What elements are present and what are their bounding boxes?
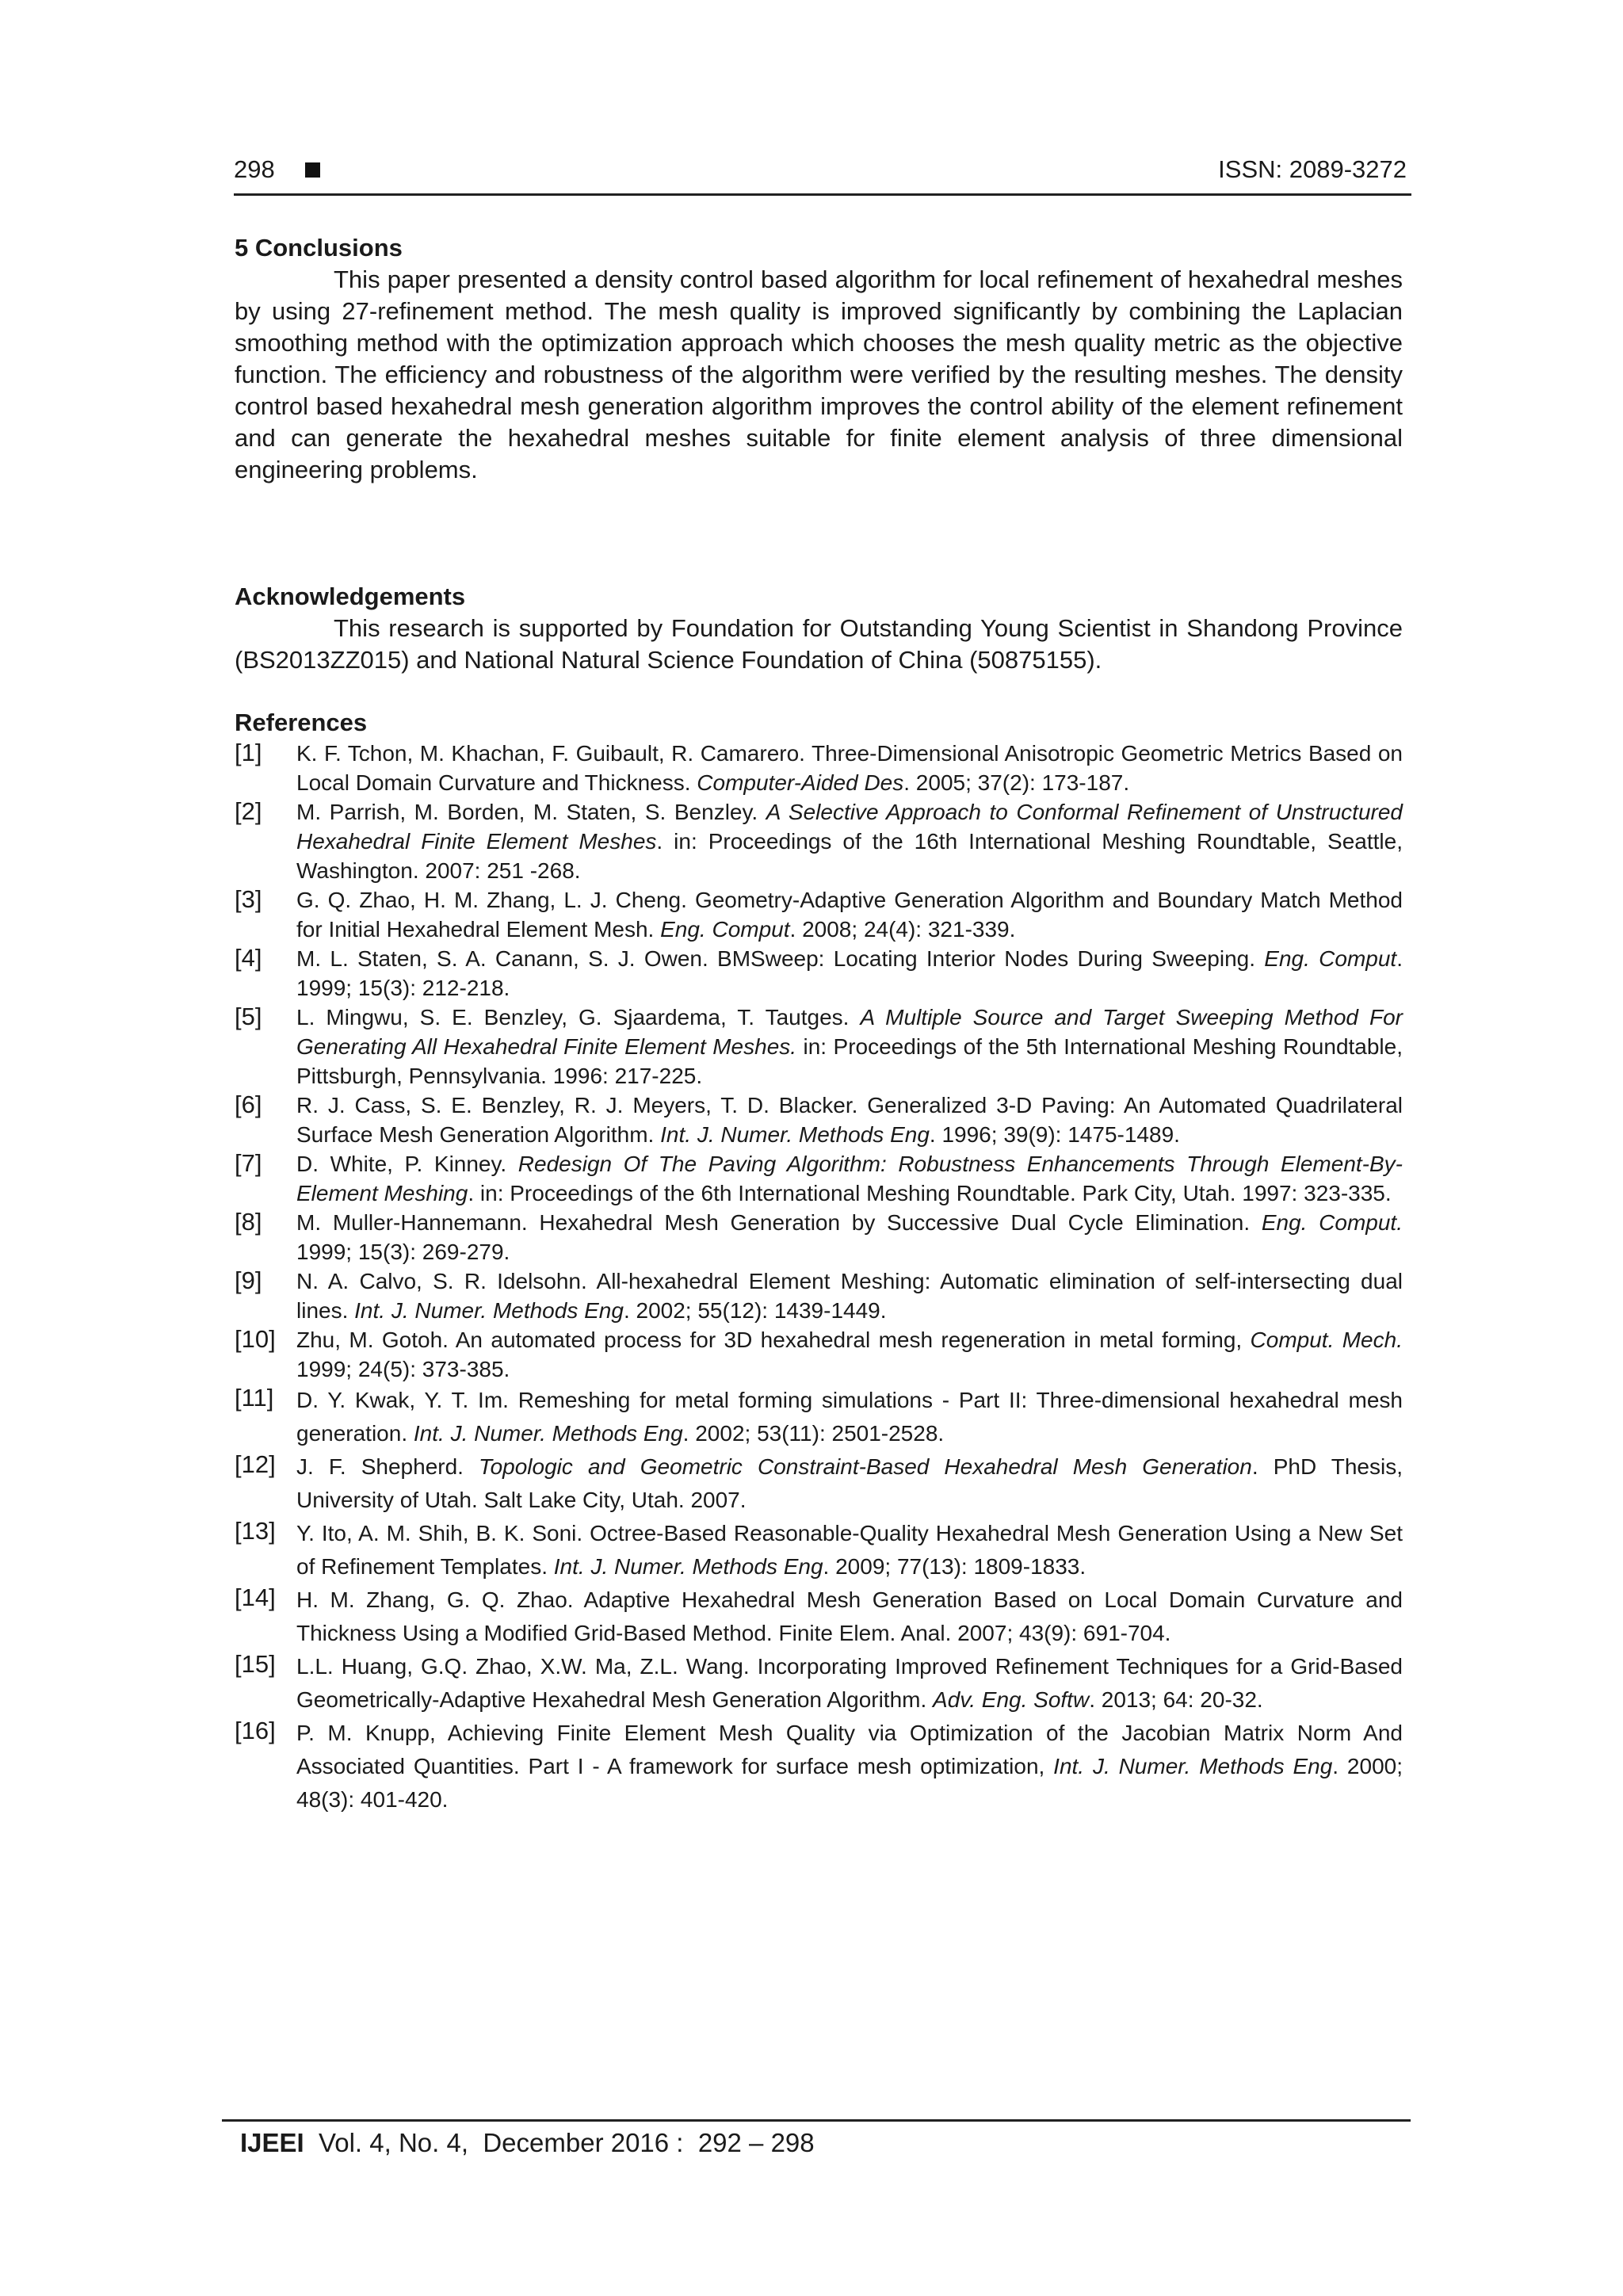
reference-item — [235, 1517, 1403, 1584]
reference-text-italic: Int. J. Numer. Methods Eng — [413, 1421, 683, 1446]
references-section — [235, 707, 1403, 1817]
reference-item — [235, 1584, 1403, 1650]
reference-text-tail: . 2000; 48(3): 401-420. — [296, 1754, 1403, 1812]
reference-text-main: M. L. Staten, S. A. Canann, S. J. Owen. BMSweep: Locating Interior Nodes During Sweeping. — [296, 946, 1265, 971]
reference-number: [14] — [235, 1584, 276, 1611]
reference-text — [296, 1091, 1403, 1149]
reference-text-italic: Comput. Mech. — [1250, 1328, 1403, 1352]
reference-number: [15] — [235, 1650, 276, 1678]
reference-text-tail: . 2005; 37(2): 173-187. — [903, 770, 1130, 795]
running-header — [234, 155, 1407, 195]
reference-text-italic: Eng. Comput. — [1261, 1210, 1403, 1235]
reference-number: [8] — [235, 1208, 262, 1236]
reference-text-main: K. F. Tchon, M. Khachan, F. Guibault, R. Camarero. Three-Dimensional Anisotropic Geometric Metrics Based on Local Domain Curvature and Thickness. — [296, 741, 1403, 795]
footer-divider — [222, 2119, 1411, 2122]
black-square-icon — [305, 162, 320, 178]
running-footer — [240, 2126, 815, 2160]
reference-text-tail: in: Proceedings of the 5th International Meshing Roundtable, Pittsburgh, Pennsylvania. 1996: 217-225. — [296, 1034, 1403, 1088]
reference-text-main: M. Parrish, M. Borden, M. Staten, S. Benzley. — [296, 800, 766, 824]
reference-text — [296, 1003, 1403, 1091]
reference-text-main: P. M. Knupp, Achieving Finite Element Mesh Quality via Optimization of the Jacobian Matrix Norm And Associated Quantities. Part I - A framework for surface mesh optimization, — [296, 1721, 1403, 1778]
reference-text-main: Zhu, M. Gotoh. An automated process for 3D hexahedral mesh regeneration in metal forming, — [296, 1328, 1251, 1352]
reference-item — [235, 797, 1403, 885]
conclusions-paragraph: This paper presented a density control based algorithm for local refinement of hexahedral meshes by using 27-refinement method. The mesh quality is improved significantly by combining the Laplacian smoothing method with the optimization approach which chooses the mesh quality metric as the objective function. The efficiency and robustness of the algorithm were verified by the resulting meshes. The density control based hexahedral mesh generation algorithm improves the control ability of the element refinement and can generate the hexahedral meshes suitable for finite element analysis of three dimensional engineering problems. — [235, 266, 1403, 483]
reference-text-tail: 1999; 15(3): 269-279. — [296, 1240, 510, 1264]
reference-number: [11] — [235, 1384, 274, 1412]
reference-number: [5] — [235, 1003, 262, 1030]
reference-text-main: M. Muller-Hannemann. Hexahedral Mesh Generation by Successive Dual Cycle Elimination. — [296, 1210, 1262, 1235]
reference-text — [296, 1149, 1403, 1208]
reference-item — [235, 1208, 1403, 1266]
reference-text-italic: Int. J. Numer. Methods Eng — [354, 1298, 624, 1323]
reference-number: [7] — [235, 1149, 262, 1177]
reference-text — [296, 1584, 1403, 1650]
header-divider — [234, 193, 1411, 196]
issue-citation: Vol. 4, No. 4, December 2016 : 292 – 298 — [304, 2128, 815, 2157]
reference-text — [296, 1650, 1403, 1717]
reference-item — [235, 885, 1403, 944]
reference-text-main: R. J. Cass, S. E. Benzley, R. J. Meyers, T. D. Blacker. Generalized 3-D Paving: An Automated Quadrilateral Surface Mesh Generation Algorithm. — [296, 1093, 1403, 1147]
reference-text-main: L. Mingwu, S. E. Benzley, G. Sjaardema, T. Tautges. — [296, 1005, 861, 1030]
reference-item — [235, 1003, 1403, 1091]
conclusions-heading: 5 Conclusions — [235, 234, 403, 262]
journal-name: IJEEI — [240, 2128, 304, 2157]
reference-text-tail: . 2013; 64: 20-32. — [1089, 1687, 1263, 1712]
reference-text-italic: A Selective Approach to Conformal Refinement of Unstructured Hexahedral Finite Element Meshes — [296, 800, 1403, 854]
reference-text — [296, 885, 1403, 944]
reference-number: [13] — [235, 1517, 276, 1545]
reference-text — [296, 944, 1403, 1003]
reference-text — [296, 1325, 1403, 1384]
reference-item — [235, 1091, 1403, 1149]
reference-number: [4] — [235, 944, 262, 972]
reference-text-tail: . 2009; 77(13): 1809-1833. — [823, 1554, 1086, 1579]
reference-text-main: D. White, P. Kinney. — [296, 1152, 518, 1176]
reference-text-tail: . 2002; 53(11): 2501-2528. — [682, 1421, 945, 1446]
reference-text — [296, 1208, 1403, 1266]
reference-text-tail: . in: Proceedings of the 6th International Meshing Roundtable. Park City, Utah. 1997: 323-335. — [468, 1181, 1392, 1205]
conclusions-section — [235, 232, 1403, 486]
reference-text-main: L.L. Huang, G.Q. Zhao, X.W. Ma, Z.L. Wang. Incorporating Improved Refinement Techniques for a Grid-Based Geometrically-Adaptive Hexahedral Mesh Generation Algorithm. — [296, 1654, 1403, 1712]
reference-text — [296, 1266, 1403, 1325]
reference-text-italic: Adv. Eng. Softw — [933, 1687, 1090, 1712]
reference-number: [16] — [235, 1717, 276, 1744]
reference-text-main: G. Q. Zhao, H. M. Zhang, L. J. Cheng. Geometry-Adaptive Generation Algorithm and Boundary Match Method for Initial Hexahedral Element Mesh. — [296, 888, 1403, 942]
acknowledgements-section — [235, 581, 1403, 676]
reference-text-tail: . in: Proceedings of the 16th International Meshing Roundtable, Seattle, Washington. 2007: 251 -268. — [296, 829, 1403, 883]
reference-text-italic: Topologic and Geometric Constraint-Based Hexahedral Mesh Generation — [479, 1454, 1252, 1479]
reference-text-tail: . 1996; 39(9): 1475-1489. — [929, 1122, 1180, 1147]
reference-item — [235, 1384, 1403, 1450]
reference-item — [235, 739, 1403, 797]
references-heading: References — [235, 709, 368, 736]
acknowledgements-paragraph: This research is supported by Foundation for Outstanding Young Scientist in Shandong Province (BS2013ZZ015) and National Natural Science Foundation of China (50875155). — [235, 614, 1403, 674]
reference-list — [235, 739, 1403, 1817]
reference-text-main: H. M. Zhang, G. Q. Zhao. Adaptive Hexahedral Mesh Generation Based on Local Domain Curvature and Thickness Using a Modified Grid-Based Method. Finite Elem. Anal. 2007; 43(9): 691-704. — [296, 1587, 1403, 1645]
reference-text — [296, 797, 1403, 885]
reference-text-main: D. Y. Kwak, Y. T. Im. Remeshing for metal forming simulations - Part II: Three-dimensional hexahedral mesh generation. — [296, 1388, 1403, 1446]
reference-item — [235, 1717, 1403, 1817]
page-number: 298 — [234, 155, 275, 183]
acknowledgements-heading: Acknowledgements — [235, 583, 466, 610]
reference-item — [235, 1266, 1403, 1325]
reference-text — [296, 739, 1403, 797]
reference-text-tail: . 1999; 15(3): 212-218. — [296, 946, 1403, 1000]
reference-item — [235, 1450, 1403, 1517]
reference-text-tail: . 2002; 55(12): 1439-1449. — [623, 1298, 887, 1323]
reference-text-tail: . 2008; 24(4): 321-339. — [789, 917, 1016, 942]
reference-text-italic: Computer-Aided Des — [697, 770, 904, 795]
reference-text-main: N. A. Calvo, S. R. Idelsohn. All-hexahedral Element Meshing: Automatic elimination of self-intersecting dual lines. — [296, 1269, 1403, 1323]
reference-number: [6] — [235, 1091, 262, 1118]
reference-text — [296, 1517, 1403, 1584]
reference-text-italic: Eng. Comput — [660, 917, 790, 942]
reference-text-italic: Int. J. Numer. Methods Eng — [660, 1122, 930, 1147]
reference-item — [235, 1149, 1403, 1208]
reference-number: [10] — [235, 1325, 276, 1353]
reference-text — [296, 1450, 1403, 1517]
reference-item — [235, 1325, 1403, 1384]
reference-text-italic: Int. J. Numer. Methods Eng — [553, 1554, 823, 1579]
reference-number: [3] — [235, 885, 262, 913]
issn-label: ISSN: 2089-3272 — [1218, 155, 1407, 183]
reference-item — [235, 1650, 1403, 1717]
reference-text-italic: A Multiple Source and Target Sweeping Method For Generating All Hexahedral Finite Element Meshes. — [296, 1005, 1403, 1059]
reference-text-italic: Int. J. Numer. Methods Eng — [1053, 1754, 1333, 1778]
reference-number: [2] — [235, 797, 262, 825]
reference-item — [235, 944, 1403, 1003]
reference-number: [9] — [235, 1266, 262, 1294]
reference-text-italic: Eng. Comput — [1264, 946, 1397, 971]
reference-text — [296, 1717, 1403, 1817]
reference-text-italic: Redesign Of The Paving Algorithm: Robustness Enhancements Through Element-By-Element Meshing — [296, 1152, 1403, 1205]
reference-text-tail: 1999; 24(5): 373-385. — [296, 1357, 510, 1381]
reference-text — [296, 1384, 1403, 1450]
reference-number: [1] — [235, 739, 262, 766]
reference-text-tail: . PhD Thesis, University of Utah. Salt Lake City, Utah. 2007. — [296, 1454, 1403, 1512]
reference-text-main: Y. Ito, A. M. Shih, B. K. Soni. Octree-Based Reasonable-Quality Hexahedral Mesh Generation Using a New Set of Refinement Templates. — [296, 1521, 1403, 1579]
reference-text-main: J. F. Shepherd. — [296, 1454, 479, 1479]
reference-number: [12] — [235, 1450, 276, 1478]
